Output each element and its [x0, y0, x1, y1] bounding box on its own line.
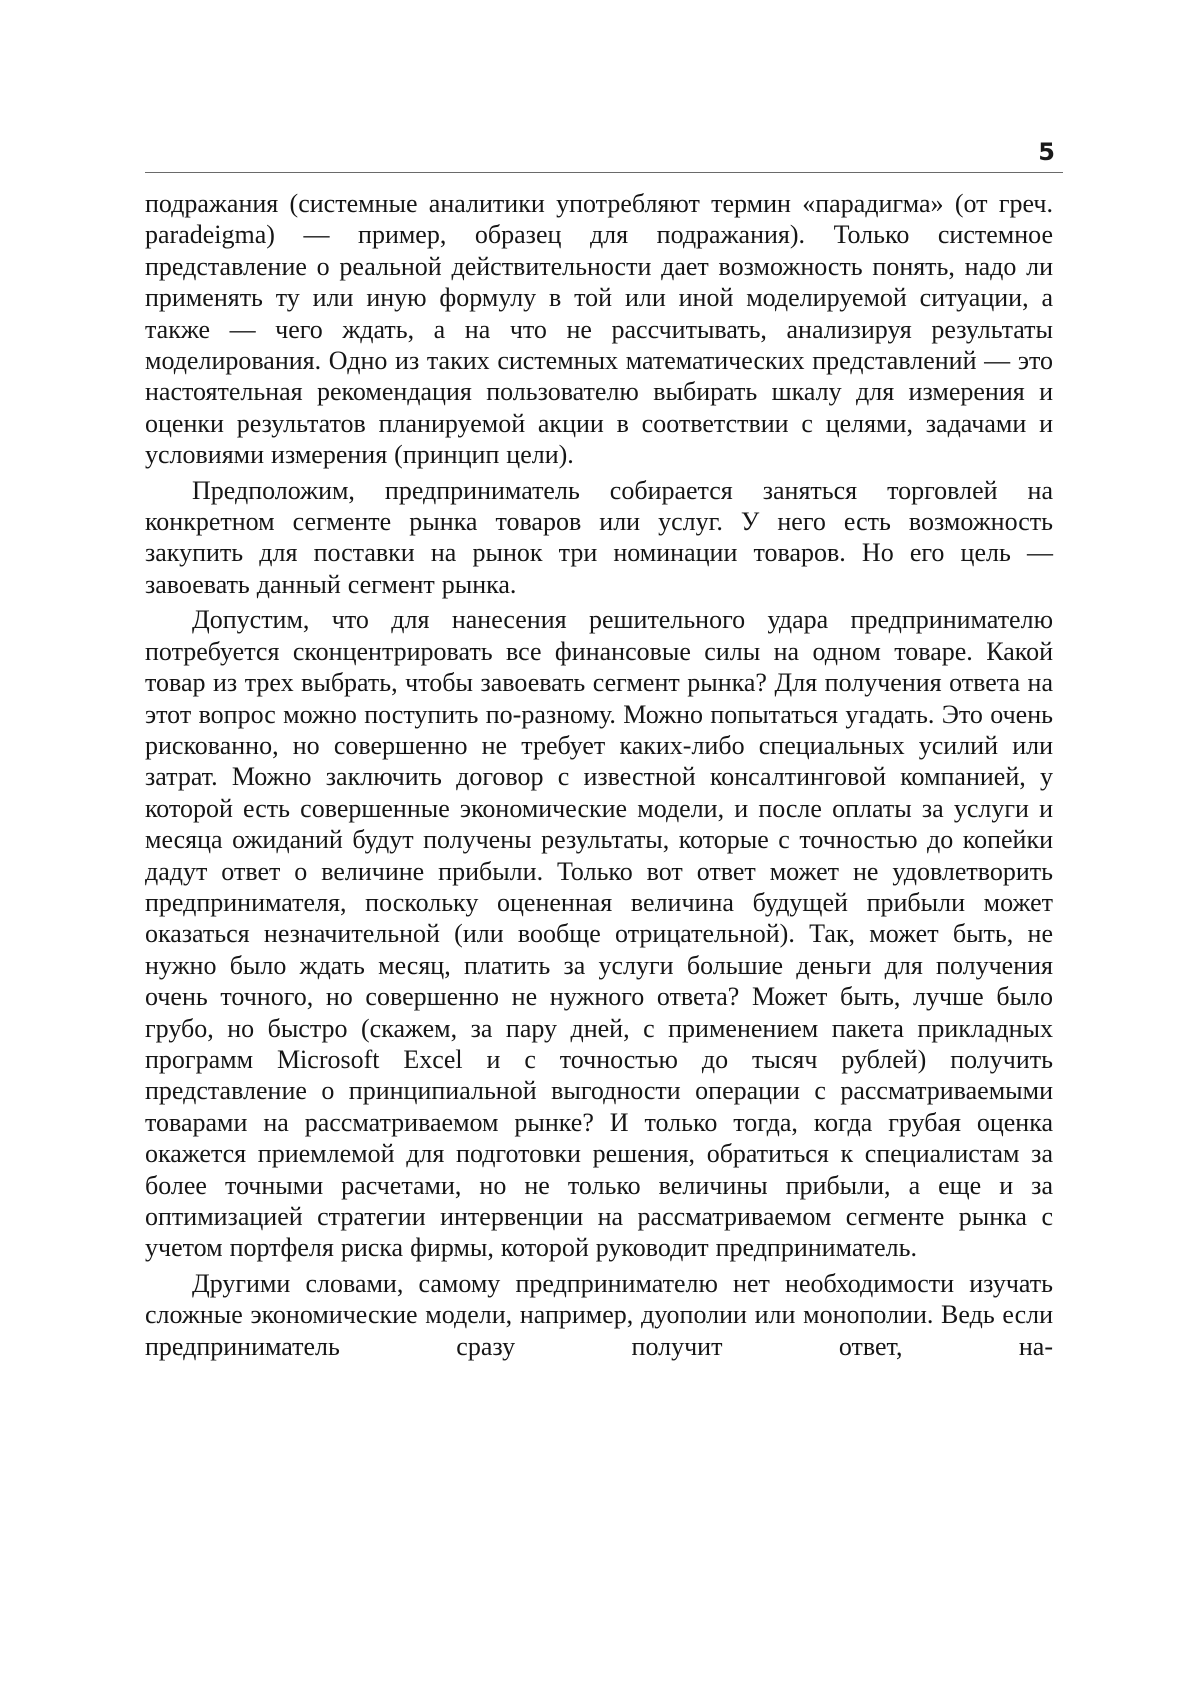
running-head [145, 132, 1063, 173]
paragraph: Предположим, предприниматель собирается заняться торговлей на конкретном сегменте рынка товаров или услуг. У него есть возможность закупить для поставки на рынок три номинации товаров. Но его цель — завоевать данный сегмент рынка. [145, 475, 1053, 599]
paragraph: Другими словами, самому предпринимателю нет необходимости изучать сложные экономические модели, например, дуополии или монополии. Ведь если предприниматель сразу получит ответ, на- [145, 1268, 1053, 1361]
paragraph: подражания (системные аналитики употребляют термин «парадигма» (от греч. paradeigma) — пример, образец для подражания). Только системное представление о реальной действительности дает возможность понять, надо ли применять ту или иную формулу в той или иной моделируемой ситуации, а также — чего ждать, а на что не рассчитывать, анализируя результаты моделирования. Одно из таких системных математических представлений — это настоятельная рекомендация пользователю выбирать шкалу для измерения и оценки результатов планируемой акции в соответствии с целями, задачами и условиями измерения (принцип цели). [145, 189, 1053, 470]
body-text [145, 188, 1053, 1362]
paragraph: Допустим, что для нанесения решительного удара предпринимателю потребуется сконцентрировать все финансовые силы на одном товаре. Какой товар из трех выбрать, чтобы завоевать сегмент рынка? Для получения ответа на этот вопрос можно поступить по-разному. Можно попытаться угадать. Это очень рискованно, но совершенно не требует каких-либо специальных усилий или затрат. Можно заключить договор с известной консалтинговой компанией, у которой есть совершенные экономические модели, и после оплаты за услуги и месяца ожиданий будут получены результаты, которые с точностью до копейки дадут ответ о величине прибыли. Только вот ответ может не удовлетворить предпринимателя, поскольку оцененная величина будущей прибыли может оказаться незначительной (или вообще отрицательной). Так, может быть, не нужно было ждать месяц, платить за услуги большие деньги для получения очень точного, но совершенно не нужного ответа? Может быть, лучше было грубо, но быстро (скажем, за пару дней, с применением пакета прикладных программ Microsoft Excel и с точностью до тысяч рублей) получить представление о принципиальной выгодности операции с рассматриваемыми товарами на рассматриваемом рынке? И только тогда, когда грубая оценка окажется приемлемой для подготовки решения, обратиться к специалистам за более точными расчетами, но не только величины прибыли, а еще и за оптимизацией стратегии интервенции на рассматриваемом сегменте рынка с учетом портфеля риска фирмы, которой руководит предприниматель. [145, 605, 1053, 1263]
page-number: 5 [1038, 138, 1055, 166]
